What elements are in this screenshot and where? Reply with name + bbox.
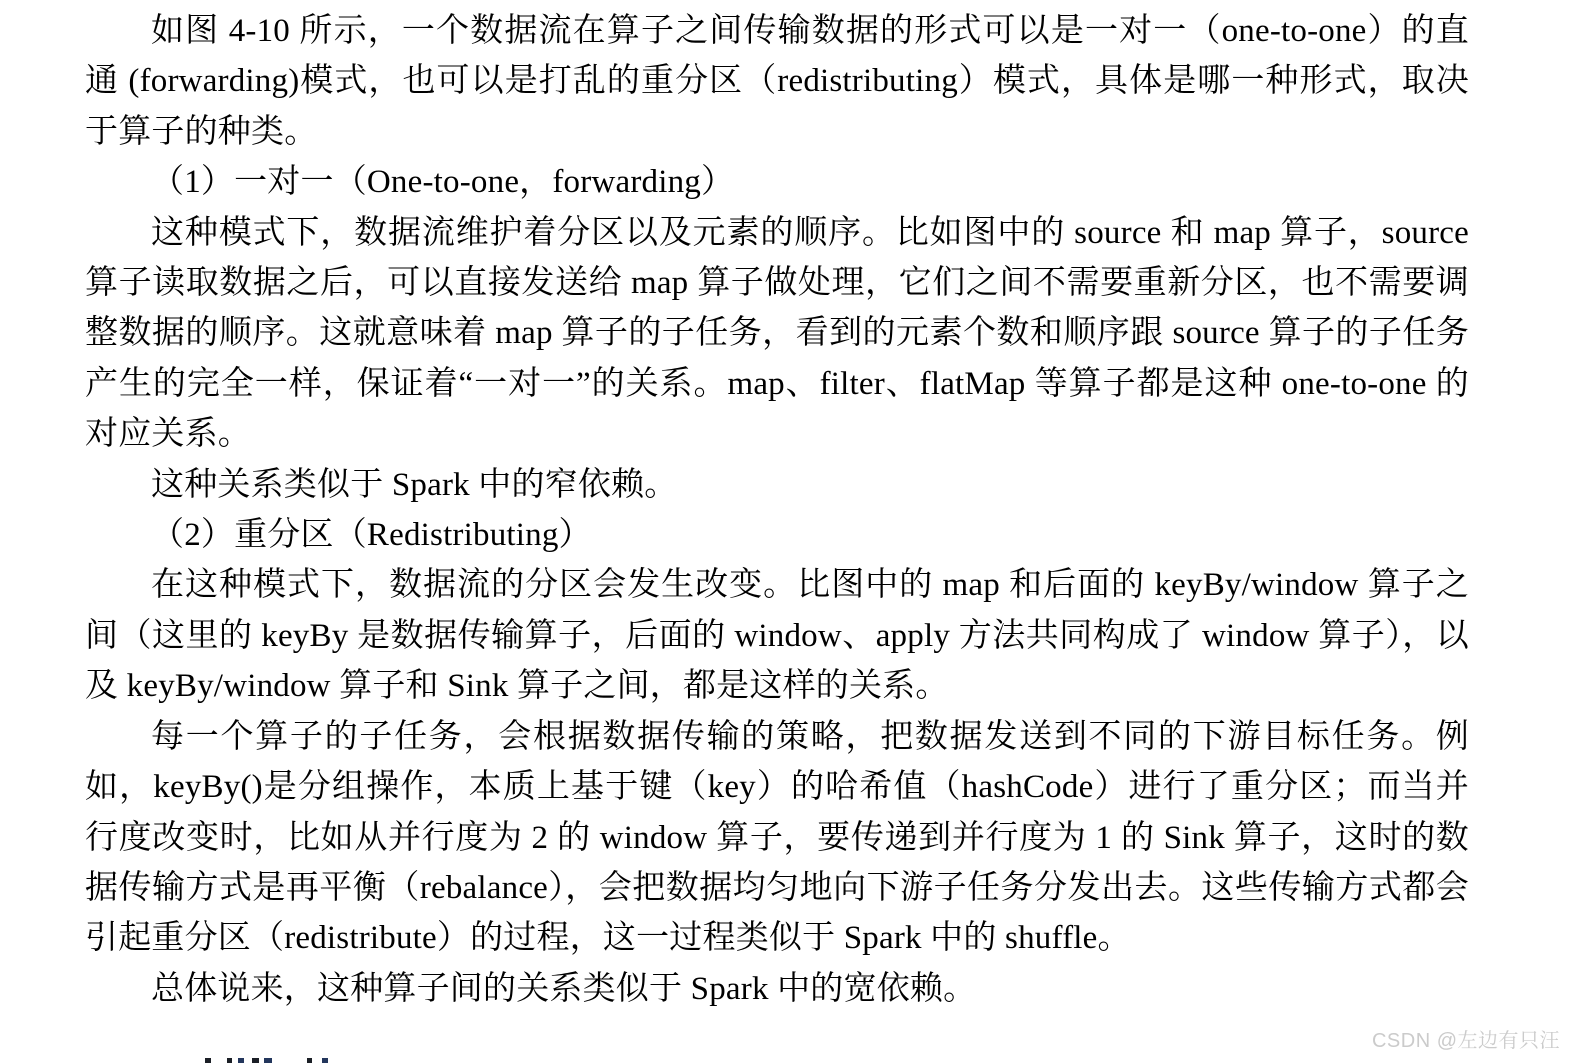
paragraph-intro: 如图 4-10 所示，一个数据流在算子之间传输数据的形式可以是一对一（one-to-one）的直通 (forwarding)模式，也可以是打乱的重分区（redistributing）模式，具体是哪一种形式，取决于算子的种类。	[85, 13, 1469, 150]
heading-redistributing: （2）重分区（Redistributing）	[151, 517, 592, 554]
glyph-fragment	[322, 1058, 328, 1063]
paragraph-redistributing-detail: 在这种模式下，数据流的分区会发生改变。比图中的 map 和后面的 keyBy/window 算子之间（这里的 keyBy 是数据传输算子，后面的 window、apply 方法共同构成了 window 算子），以及 keyBy/window 算子和 Sink 算子之间，都是这样的关系。	[85, 567, 1469, 705]
body-text	[85, 6, 1469, 1014]
glyph-fragment	[227, 1058, 232, 1063]
paragraph-subtask-strategy: 每一个算子的子任务，会根据数据传输的策略，把数据发送到不同的下游目标任务。例如，keyBy()是分组操作，本质上基于键（key）的哈希值（hashCode）进行了重分区；而当并行度改变时，比如从并行度为 2 的 window 算子，要传递到并行度为 1 的 Sink 算子，这时的数据传输方式是再平衡（rebalance），会把数据均匀地向下游子任务分发出去。这些传输方式都会引起重分区（redistribute）的过程，这一过程类似于 Spark 中的 shuffle。	[85, 718, 1469, 957]
heading-one-to-one: （1）一对一（One-to-one，forwarding）	[151, 164, 735, 201]
glyph-fragment	[205, 1058, 211, 1063]
glyph-fragment	[252, 1058, 259, 1063]
paragraph-narrow-dependency: 这种关系类似于 Spark 中的窄依赖。	[151, 466, 678, 503]
glyph-fragment	[307, 1058, 312, 1063]
glyph-fragment	[264, 1058, 272, 1063]
paragraph-one-to-one-detail: 这种模式下，数据流维护着分区以及元素的顺序。比如图中的 source 和 map 算子，source 算子读取数据之后，可以直接发送给 map 算子做处理，它们之间不需要重新分区，也不需要调整数据的顺序。这就意味着 map 算子的子任务，看到的元素个数和顺序跟 source 算子的子任务产生的完全一样，保证着“一对一”的关系。map、filter、flatMap 等算子都是这种 one-to-one 的对应关系。	[85, 214, 1469, 453]
paragraph-wide-dependency: 总体说来，这种算子间的关系类似于 Spark 中的宽依赖。	[151, 970, 977, 1007]
glyph-fragment	[238, 1058, 244, 1063]
csdn-watermark: CSDN @左边有只汪	[1371, 1030, 1560, 1052]
cutoff-next-line	[0, 1057, 1576, 1063]
